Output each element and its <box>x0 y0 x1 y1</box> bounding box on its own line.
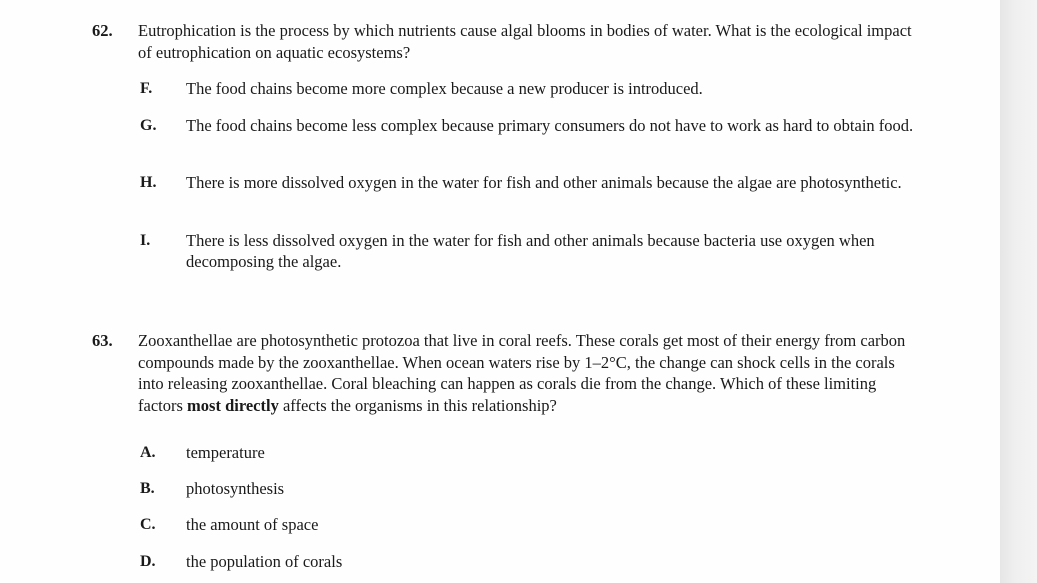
option-letter: I. <box>140 232 151 249</box>
question-stem: Eutrophication is the process by which nutrients cause algal blooms in bodies of water. What is the ecological impact of eutrophication on aquatic ecosystems? <box>138 21 912 62</box>
question-stem-emphasis: most directly <box>187 395 279 415</box>
page-edge-shadow <box>1000 0 1037 583</box>
option-letter: A. <box>140 444 156 461</box>
option-text: the amount of space <box>186 515 319 534</box>
question-stem-text: Zooxanthellae are photosynthetic protozoa that live in coral reefs. These corals get most of their energy from carbon compounds made by the zooxanthellae. When ocean waters rise by 1–2°C, the change can shock cells in the corals into releasing zooxanthellae. Coral bleaching can happen as corals die from the change. Which of these limiting factors <box>138 331 906 415</box>
question-stem <box>138 330 923 416</box>
option-text: There is less dissolved oxygen in the water for fish and other animals because bacteria use oxygen when decomposing the algae. <box>186 231 875 271</box>
option-text: the population of corals <box>186 552 343 571</box>
option-text: temperature <box>186 443 265 462</box>
option-text: The food chains become less complex because primary consumers do not have to work as hard to obtain food. <box>186 116 914 135</box>
option-text: photosynthesis <box>186 479 285 498</box>
option-letter: F. <box>140 80 153 97</box>
option-letter: H. <box>140 174 157 191</box>
option-letter: B. <box>140 480 155 497</box>
option-text: There is more dissolved oxygen in the water for fish and other animals because the algae are photosynthetic. <box>186 173 902 192</box>
option-letter: G. <box>140 117 157 134</box>
question-stem-text: affects the organisms in this relationship? <box>278 395 557 415</box>
option-letter: D. <box>140 553 156 570</box>
option-text: The food chains become more complex because a new producer is introduced. <box>186 79 703 98</box>
option-letter: C. <box>140 516 156 533</box>
question-number: 63. <box>92 331 113 350</box>
question-number: 62. <box>92 21 113 40</box>
